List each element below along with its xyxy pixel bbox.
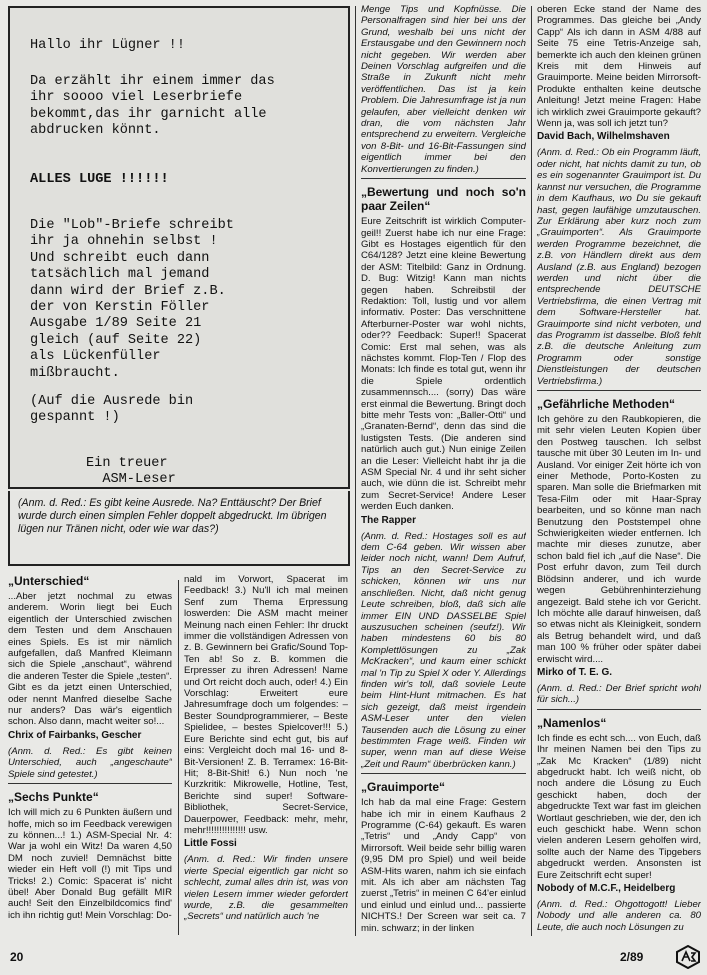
- signature-mirko: Mirko of T. E. G.: [537, 666, 613, 678]
- editor-note-box: [8, 491, 350, 566]
- letter-sechs-punkte-body: Ich will mich zu 6 Punkten äußern und hoffe, mich so im Feedback verewigen zu können...! 1.) ASM-Special Nr. 4: War ja wohl ein Witz! Da waren 4,50 DM noch zuviel! Demnächst bitte wieder ein Heft voll (!) mit Tips und Tricks! 2.) Comic: Spacerat is' nicht übel! Aber Donald Bug gefällt MIR auch! Seit den Einzelbildcomics find' ich ihn richtig gut! Mein Vorschlag: Do-: [8, 807, 172, 921]
- reader-letter-box: [8, 6, 350, 489]
- column-divider: [355, 6, 356, 936]
- divider-rule: [361, 178, 526, 179]
- editor-note-unterschied: (Anm. d. Red.: Es gibt keinen Unterschied, auch „angeschaute“ Spiele sind getestet.): [8, 745, 172, 780]
- letter-sechs-punkte-continued: nald im Vorwort, Spacerat im Feedback! 3.) Nu'll ich mal meinen Senf zum Thema Erpressung loswerden: Die ASM macht meiner Meinung nach einen Fehler: Ihr druckt immer die vollständigen Adressen von z. B. Gewinnern bei Grafic/Sound Top-Ten ab! So z. B. kommen die Erpresser zu ihren Adressen! Name und Ort reicht doch auch, oder! 4.) Ein Vorschlag: Erweitert eure Jahresumfrage doch um folgendes: – Bester Soundprogrammierer, – Beste Spielidee, – bestes Spielcover!!! 5.) Eure Berichte sind echt gut, bis auf eins: Vergleicht doch mal 16- und 8-Bit-Versionen! Z. B. Terramex: 16-Bit-Hit; 8-Bit-Shit! 6.) Nun noch 'ne Kurzkritik: Mikrowelle, Hotline, Test, Berichte sind super! Software-Bibliothek, Secret-Service, Dauerpower, Feedback: mehr, mehr, mehr!!!!!!!!!!!!!!! usw.: [184, 574, 348, 836]
- heading-sechs-punkte: „Sechs Punkte“: [8, 790, 99, 805]
- divider-rule: [361, 773, 526, 774]
- letter-closing: Ein treuer ASM-Leser: [86, 456, 176, 488]
- letter-paragraph-3: (Auf die Ausrede bin gespannt !): [30, 394, 194, 426]
- editor-note-grauimporte: (Anm. d. Red.: Ob ein Programm läuft, oder nicht, hat nichts damit zu tun, ob es ein sogenannter Grauimport ist. Du kannst nur versuchen, die Programme in dem Kaufhaus, wo Du sie gekauft hast, gegen laufähige umzutauschen. Zur Erklärung aber kurz noch zum „Grauimporten“. Als Grauimporte werden Programme bezeichnet, die z.B. von Händlern direkt aus dem Ausland (z.B. aus England) bezogen werden und nicht über die entsprechende DEUTSCHE Vertriebsfirma, die einen Vertrag mit dem Software-Hersteller hat. Grauimporte sind nicht verboten, und das Programm ist dasselbe. Bloß fehlt z.B. die deutsche Anleitung zum Programm oder sonstige Dienstleistungen der deutschen Vertriebsfirma.): [537, 147, 701, 387]
- page-number-left: 20: [10, 950, 24, 964]
- column-divider: [531, 6, 532, 936]
- column-a: [8, 574, 172, 942]
- column-divider: [178, 580, 179, 935]
- letter-grauimporte-body: Ich hab da mal eine Frage: Gestern habe ich mir in einem Kaufhaus 2 Programme (C-64) gekauft. Es waren „Tetris“ und „Andy Capp“ von Mirrorsoft. Weil beide sehr billig waren (9,95 DM pro Spiel) und weil beide ASM-Hits waren, nahm ich sie einfach mit. Als ich aber am nächsten Tag zuerst „Tetris“ in meinen C 64'er einlud und einlud und einlud und... passierte NICHTS.! Der Screen war seit ca. 7 min. schwarz; in der linken: [361, 797, 526, 934]
- column-b: [184, 574, 348, 942]
- letter-grauimporte-continued: oberen Ecke stand der Name des Programmes. Das gleiche bei „Andy Capp“ Als ich dann in ASM 4/88 auf Seite 75 eine Tetris-Anzeige sah, bemerkte ich auch den kleinen grünen Kreis mit dem Hinweis auf Grauimporte. Meine beiden Mirrorsoft-Produkte enthalten keine deutsche Anleitung! Jetzt meine Fragen: Habe ich wirklich zwei Grauimporte gekauft? Wenn ja, was soll ich jetzt tun?: [537, 4, 701, 130]
- column-c: [361, 4, 526, 942]
- letter-shout: ALLES LUGE !!!!!!: [30, 172, 169, 187]
- asm-logo-icon: [676, 945, 700, 969]
- editor-note-text: (Anm. d. Red.: Es gibt keine Ausrede. Na? Enttäuscht? Der Brief wurde durch einen simplen Fehler doppelt abgedruckt. Im übrigen lügen nur Tränen nicht, oder wie war das?): [18, 497, 327, 536]
- heading-grauimporte: „Grauimporte“: [361, 780, 446, 795]
- letter-namenlos-body: Ich finde es echt sch.... von Euch, daß Ihr meinen Namen bei den Tips zu „Zak Mc Kracken“ (1/89) nicht abgedruckt habt. Ich weiß nicht, ob noch andere die Lösung zu Euch geschickt haben, doch der abgedruckte Text war fast im gleichen Wortlaut geschrieben, wie der, den ich euch geschickt habe. Wenn schon vielen anderen Lesern geholfen wird, sollte auch der Name des Tipgebers abgedruckt werden. Ansonsten ist Eure Zeitschrift echt super!: [537, 732, 701, 881]
- divider-rule: [537, 709, 701, 710]
- heading-unterschied: „Unterschied“: [8, 574, 90, 588]
- issue-number: 2/89: [620, 950, 644, 964]
- signature-little-fossi: Little Fossi: [184, 838, 237, 850]
- column-d: [537, 4, 701, 942]
- letter-paragraph-1: Da erzählt ihr einem immer das ihr soooo viel Leserbriefe bekommt,das ihr garnicht alle abdrucken könnt.: [30, 74, 275, 139]
- editor-note-continued: Menge Tips und Kopfnüsse. Die Personalfragen sind hier bei uns der Grund, weshalb bei uns nicht der Erstausgabe und den Gewinnern noch nicht gegeben. Wir werden aber Deinen Vorschlag aufgreifen und die Straße in Zukunft nicht mehr veröffentlichen. Das ist ja kein Problem. Die Jahresumfrage ist ja nun gelaufen, aber vielleicht denken wir dran, die vom nächsten Jahr entsprechend zu erweitern. Vergleiche von 8-Bit- und 16-Bit-Fassungen sind eigentlich immer bei den Konvertierungen zu finden.): [361, 4, 526, 175]
- editor-note-bewertung: (Anm. d. Red.: Hostages soll es auf dem C-64 geben. Wir wissen aber leider noch nicht, wann! Dem Aufruf, Tips an den Secret-Service zu schicken, können wir uns nur anschließen. Nicht, daß nicht genug Leute schreiben, bloß, daß sich alle immer EIN UND DASSELBE Spiel auszusuchen scheinen (seufz!). Wir haben mindestens 60 bis 80 Komplettlösungen zu „Zak McKracken“, und kaum einer schickt mal 'n Tip zu Spiel X oder Y. Allerdings finden wir's toll, daß soviele Leute beim Hint-Hunt mitmachen. Es hat sich gezeigt, daß meist irgendein ASM-Leser unter den vielen Tausenden auch die Lösung zu einer bestimmten Frage weiß. Finden wir super, wenn man auf diese Weise „Zeit und Raum“ überbrücken kann.): [361, 530, 526, 770]
- editor-note-sechs-punkte: (Anm. d. Red.: Wir finden unsere vierte Special eigentlich gar nicht so schlecht, zumal alles drin ist, was von vielen Lesern immer wieder gefordert wurde, z.B. die gesammelten „Secrets“ und natürlich auch 'ne: [184, 854, 348, 923]
- divider-rule: [537, 390, 701, 391]
- heading-namenlos: „Namenlos“: [537, 715, 607, 730]
- signature-nobody: Nobody of M.C.F., Heidelberg: [537, 883, 676, 895]
- divider-rule: [8, 783, 172, 784]
- heading-bewertung: „Bewertung und noch so'n paar Zeilen“: [361, 185, 526, 214]
- signature-the-rapper: The Rapper: [361, 514, 417, 526]
- signature-chrix: Chrix of Fairbanks, Gescher: [8, 729, 142, 741]
- signature-david-bach: David Bach, Wilhelmshaven: [537, 131, 670, 143]
- letter-gefaehrliche-body: Ich gehöre zu den Raubkopieren, die mit sehr vielen Leuten Kopien über den Postweg tauschen. Ich selbst tausche mit über 30 Leuten im In- und Ausland. Vor einiger Zeit hörte ich von einer Methode, Porto-Kosten zu sparen. Man solle die Briefmarken mit Tesa-Film oder mit Haar-Spray bearbeiten, und so könne man nach Benutzung den Poststempel ohne Schwierigkeiten wieder entfernen. Ich machte mir dieses zunutze, aber schon bald fiel ich „auf die Nase“. Die Post erfuhr davon, zum Teil durch Blödsinn anderer, und ich wurde wegen Gebührenhinterziehung angezeigt. Bald stehe ich vor Gericht. Ich möchte alle darauf hinweisen, daß so etwas nicht als Kleinigkeit, sondern als Betrug behandelt wird, und daß man 100 % früher oder später dabei erwischt wird....: [537, 414, 701, 665]
- letter-greeting: Hallo ihr Lügner !!: [30, 38, 185, 53]
- letter-bewertung-body: Eure Zeitschrift ist wirklich Computer-geil!! Zuerst habe ich nur eine Frage: Gibt es Hostages eigentlich für den C64/128? Jetzt eine kleine Bewertung der ASM: Titelbild: Ganz in Ordnung. D. Bug: Witzig! Kann man nichts gegen haben. Schreibstil der Redaktion: Toll, lustig und vor allem informativ. Poster: Das verschnittene Afterburner-Poster war wohl nichts, oder?? Feedback: Super!! Spacerat Comic: Erst mal sehen, was als nächstes kommt. Flop-Ten / Flop des Monats: Ich finde es total gut, wenn ihr die Spiele ordentlich zusammennsch.... (sorry) Das wäre erst einmal die Bewertung. Bringt doch bitte mehr Tests von: „Baller-Otti“ und „Granaten-Bernd“, denn das sind die lustigsten Tests. (Die anderen sind natürlich auch gut.) Nun einige Zeilen an die Leser: Vielleicht habt ihr ja die ASM Special Nr. 4 und ihr seht sicher auch, wie dünn die ist. Schreibt mehr zum Secret-Service! Andere Leser werden Euch danken.: [361, 216, 526, 513]
- heading-gefaehrliche-methoden: „Gefährliche Methoden“: [537, 397, 676, 411]
- letter-unterschied-body: ...Aber jetzt nochmal zu etwas anderem. Worin liegt bei Euch eigentlich der Unterschied zwischen dem Testen und dem Anschauen eines Spiels. Es ist mir nämlich aufgefallen, daß Manfred Kleimann sich die Spiele „anschaut“, während die anderen Tester die Spiele „testen“. Gibt es da jetzt einen Unterschied, oder nennt Manfred dieselbe Sache nur anders? Das wär's eigentlich schon. Also dann, macht weiter so!...: [8, 591, 172, 728]
- letter-paragraph-2: Die "Lob"-Briefe schreibt ihr ja ohnehin selbst ! Und schreibt euch dann tatsächlich mal jemand dann wird der Brief z.B. der von Kerstin Föller Ausgabe 1/89 Seite 21 gleich (auf Seite 22) als Lückenfüller mißbraucht.: [30, 218, 234, 381]
- editor-note-namenlos: (Anm. d. Red.: Ohgottogott! Lieber Nobody und alle anderen ca. 80 Leute, die auch noch Lösungen zu: [537, 899, 701, 933]
- editor-note-gefaehrliche: (Anm. d. Red.: Der Brief spricht wohl für sich...): [537, 682, 701, 706]
